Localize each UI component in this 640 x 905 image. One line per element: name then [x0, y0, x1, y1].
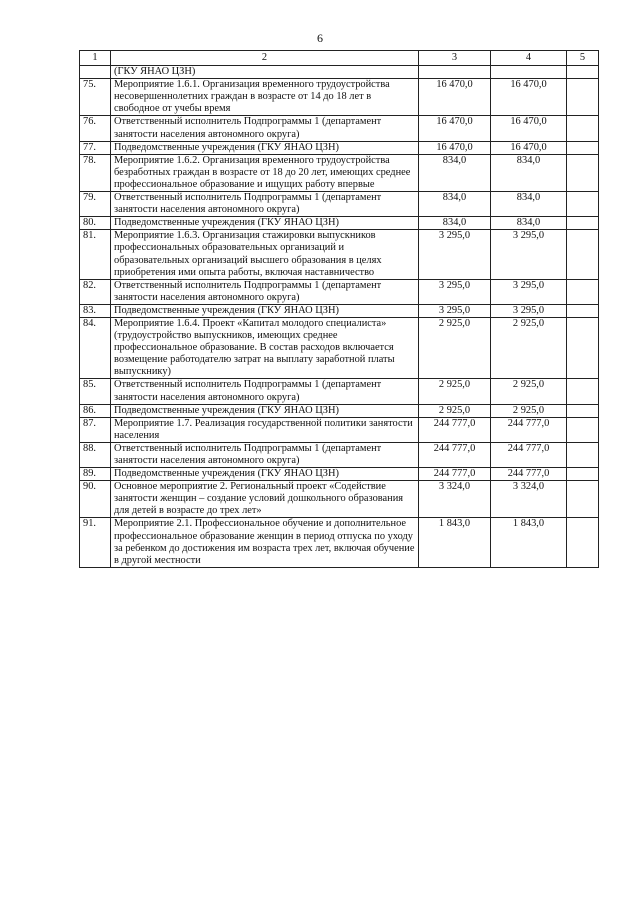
- row-value-col4: 1 843,0: [491, 518, 567, 567]
- row-number: 84.: [80, 317, 111, 378]
- row-value-col4: 244 777,0: [491, 468, 567, 481]
- row-value-col5: [567, 154, 599, 191]
- row-description: Ответственный исполнитель Подпрограммы 1 (департамент занятости населения автономного округа): [111, 442, 419, 467]
- row-value-col5: [567, 79, 599, 116]
- row-number: 88.: [80, 442, 111, 467]
- table-row: [80, 116, 599, 141]
- row-description: Мероприятие 1.6.4. Проект «Капитал молодого специалиста» (трудоустройство выпускников, имеющих среднее профессиональное образование. В состав расходов включается возмещение работодателю затрат на выплату заработной платы выпускнику): [111, 317, 419, 378]
- row-number: 87.: [80, 417, 111, 442]
- row-value-col5: [567, 116, 599, 141]
- table-row: [80, 141, 599, 154]
- row-value-col3: 244 777,0: [419, 468, 491, 481]
- column-header-4: 4: [491, 51, 567, 66]
- table-row: [80, 481, 599, 518]
- row-number: [80, 66, 111, 79]
- row-value-col4: 3 295,0: [491, 304, 567, 317]
- row-value-col4: 244 777,0: [491, 442, 567, 467]
- page-number: 6: [317, 31, 323, 45]
- row-value-col3: 16 470,0: [419, 141, 491, 154]
- table-row: [80, 154, 599, 191]
- row-number: 77.: [80, 141, 111, 154]
- row-number: 75.: [80, 79, 111, 116]
- row-value-col4: [491, 66, 567, 79]
- table-row: [80, 442, 599, 467]
- row-value-col3: 3 324,0: [419, 481, 491, 518]
- row-value-col4: 2 925,0: [491, 317, 567, 378]
- row-value-col3: 834,0: [419, 154, 491, 191]
- row-value-col4: 16 470,0: [491, 116, 567, 141]
- row-value-col3: 2 925,0: [419, 317, 491, 378]
- row-value-col5: [567, 481, 599, 518]
- row-description: Подведомственные учреждения (ГКУ ЯНАО ЦЗН): [111, 304, 419, 317]
- row-value-col5: [567, 279, 599, 304]
- column-header-1: 1: [80, 51, 111, 66]
- row-number: 89.: [80, 468, 111, 481]
- table-row: [80, 317, 599, 378]
- row-value-col4: 834,0: [491, 192, 567, 217]
- table-row: [80, 404, 599, 417]
- row-value-col4: 2 925,0: [491, 404, 567, 417]
- row-description: Мероприятие 2.1. Профессиональное обучение и дополнительное профессиональное образование женщин в период отпуска по уходу за ребенком до достижения им возраста трех лет, включая обучение в другой местности: [111, 518, 419, 567]
- table-row: [80, 417, 599, 442]
- row-description: Мероприятие 1.6.1. Организация временного трудоустройства несовершеннолетних граждан в возрасте от 14 до 18 лет в свободное от учебы время: [111, 79, 419, 116]
- row-value-col5: [567, 442, 599, 467]
- row-value-col3: 16 470,0: [419, 79, 491, 116]
- row-value-col5: [567, 217, 599, 230]
- budget-table: [79, 50, 599, 568]
- row-number: 79.: [80, 192, 111, 217]
- row-description: Ответственный исполнитель Подпрограммы 1 (департамент занятости населения автономного округа): [111, 279, 419, 304]
- row-description: Подведомственные учреждения (ГКУ ЯНАО ЦЗН): [111, 141, 419, 154]
- row-description: Подведомственные учреждения (ГКУ ЯНАО ЦЗН): [111, 217, 419, 230]
- row-description: Ответственный исполнитель Подпрограммы 1 (департамент занятости населения автономного округа): [111, 192, 419, 217]
- table-row: [80, 192, 599, 217]
- row-value-col5: [567, 417, 599, 442]
- row-value-col3: 16 470,0: [419, 116, 491, 141]
- row-value-col4: 3 295,0: [491, 230, 567, 279]
- row-number: 80.: [80, 217, 111, 230]
- table-row: [80, 304, 599, 317]
- row-value-col5: [567, 468, 599, 481]
- row-value-col4: 244 777,0: [491, 417, 567, 442]
- row-number: 82.: [80, 279, 111, 304]
- column-header-2: 2: [111, 51, 419, 66]
- row-description: Ответственный исполнитель Подпрограммы 1 (департамент занятости населения автономного округа): [111, 379, 419, 404]
- column-header-3: 3: [419, 51, 491, 66]
- column-header-5: 5: [567, 51, 599, 66]
- row-number: 86.: [80, 404, 111, 417]
- row-value-col3: [419, 66, 491, 79]
- row-value-col3: 2 925,0: [419, 404, 491, 417]
- row-value-col4: 3 295,0: [491, 279, 567, 304]
- row-value-col5: [567, 230, 599, 279]
- row-value-col5: [567, 304, 599, 317]
- row-value-col5: [567, 404, 599, 417]
- row-description: (ГКУ ЯНАО ЦЗН): [111, 66, 419, 79]
- row-description: Мероприятие 1.6.3. Организация стажировки выпускников профессиональных образовательных организаций и образовательных организаций высшего образования в целях приобретения ими опыта работы, включая наставничество: [111, 230, 419, 279]
- row-description: Мероприятие 1.7. Реализация государственной политики занятости населения: [111, 417, 419, 442]
- row-value-col5: [567, 66, 599, 79]
- row-number: 76.: [80, 116, 111, 141]
- row-value-col3: 834,0: [419, 217, 491, 230]
- table-row: [80, 279, 599, 304]
- row-value-col4: 834,0: [491, 154, 567, 191]
- row-value-col5: [567, 141, 599, 154]
- table-row: [80, 468, 599, 481]
- row-description: Мероприятие 1.6.2. Организация временного трудоустройства безработных граждан в возрасте от 18 до 20 лет, имеющих среднее профессиональное образование и ищущих работу впервые: [111, 154, 419, 191]
- row-value-col3: 244 777,0: [419, 442, 491, 467]
- row-value-col4: 16 470,0: [491, 141, 567, 154]
- row-description: Основное мероприятие 2. Региональный проект «Содействие занятости женщин – создание условий дошкольного образования для детей в возрасте до трех лет»: [111, 481, 419, 518]
- row-number: 78.: [80, 154, 111, 191]
- row-number: 83.: [80, 304, 111, 317]
- row-value-col5: [567, 317, 599, 378]
- row-value-col3: 3 295,0: [419, 304, 491, 317]
- table-header-row: [80, 51, 599, 66]
- table-row: [80, 217, 599, 230]
- row-value-col4: 16 470,0: [491, 79, 567, 116]
- table-row: [80, 518, 599, 567]
- row-description: Подведомственные учреждения (ГКУ ЯНАО ЦЗН): [111, 404, 419, 417]
- row-description: Ответственный исполнитель Подпрограммы 1 (департамент занятости населения автономного округа): [111, 116, 419, 141]
- row-value-col4: 834,0: [491, 217, 567, 230]
- row-number: 85.: [80, 379, 111, 404]
- row-value-col4: 2 925,0: [491, 379, 567, 404]
- row-number: 90.: [80, 481, 111, 518]
- row-value-col5: [567, 379, 599, 404]
- row-value-col5: [567, 518, 599, 567]
- table-row: [80, 230, 599, 279]
- row-value-col3: 834,0: [419, 192, 491, 217]
- row-value-col3: 3 295,0: [419, 279, 491, 304]
- row-description: Подведомственные учреждения (ГКУ ЯНАО ЦЗН): [111, 468, 419, 481]
- row-value-col4: 3 324,0: [491, 481, 567, 518]
- row-value-col3: 244 777,0: [419, 417, 491, 442]
- table-row: [80, 66, 599, 79]
- row-value-col3: 3 295,0: [419, 230, 491, 279]
- table-row: [80, 379, 599, 404]
- table-row: [80, 79, 599, 116]
- row-number: 81.: [80, 230, 111, 279]
- row-value-col3: 2 925,0: [419, 379, 491, 404]
- row-number: 91.: [80, 518, 111, 567]
- row-value-col3: 1 843,0: [419, 518, 491, 567]
- row-value-col5: [567, 192, 599, 217]
